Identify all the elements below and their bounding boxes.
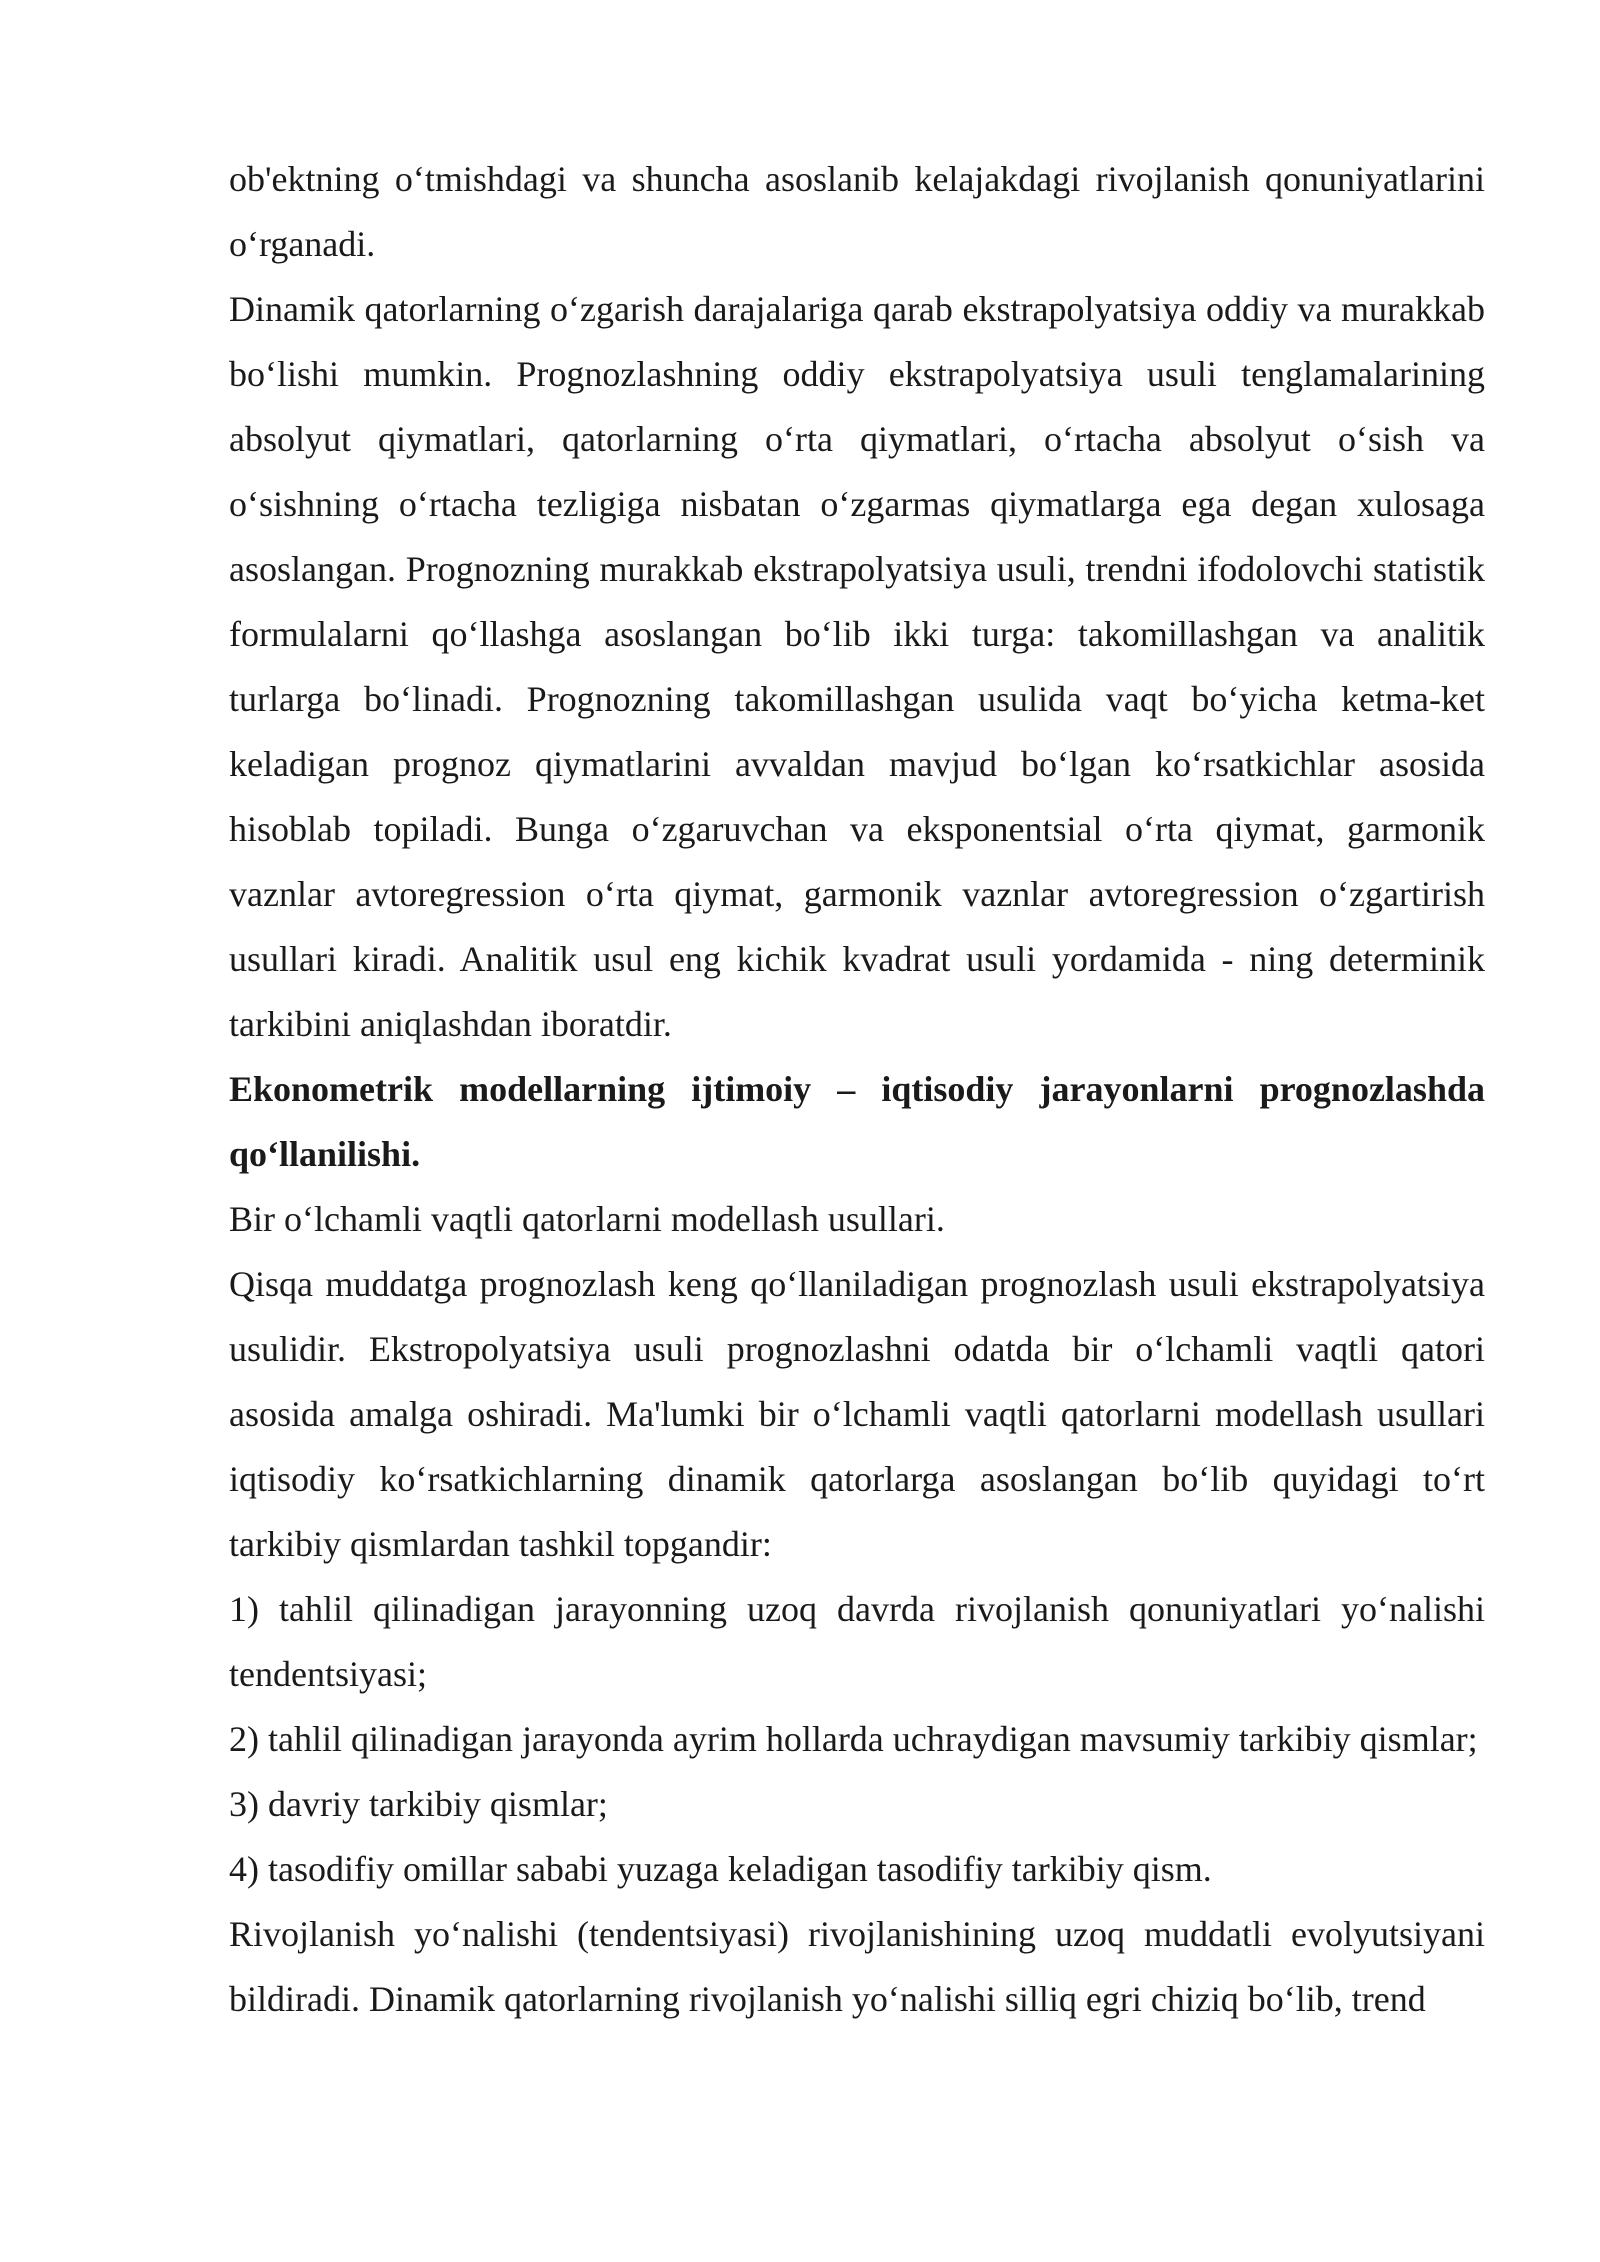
- section-heading: Ekonometrik modellarning ijtimoiy – iqtisodiy jarayonlarni prognozlashda qo‘llanilishi.: [229, 1069, 1485, 1174]
- list-item-4: 4) tasodifiy omillar sababi yuzaga keladigan tasodifiy tarkibiy qism.: [229, 1849, 1212, 1889]
- paragraph-extrapolation-methods: Dinamik qatorlarning o‘zgarish darajalariga qarab ekstrapolyatsiya oddiy va murakkab bo‘lishi mumkin. Prognozlashning oddiy ekstrapolyatsiya usuli tenglamalarining absolyut qiymatlari, qatorlarning o‘rta qiymatlari, o‘rtacha absolyut o‘sish va o‘sishning o‘rtacha tezligiga nisbatan o‘zgarmas qiymatlarga ega degan xulosaga asoslangan. Prognozning murakkab ekstrapolyatsiya usuli, trendni ifodolovchi statistik formulalarni qo‘llashga asoslangan bo‘lib ikki turga: takomillashgan va analitik turlarga bo‘linadi. Prognozning takomillashgan usulida vaqt bo‘yicha ketma-ket keladigan prognoz qiymatlarini avvaldan mavjud bo‘lgan ko‘rsatkichlar asosida hisoblab topiladi. Bunga o‘zgaruvchan va eksponentsial o‘rta qiymat, garmonik vaznlar avtoregression o‘rta qiymat, garmonik vaznlar avtoregression o‘zgartirish usullari kiradi. Analitik usul eng kichik kvadrat usuli yordamida - ning determinik tarkibini aniqlashdan iboratdir.: [229, 289, 1485, 1044]
- paragraph-trend-definition: Rivojlanish yo‘nalishi (tendentsiyasi) rivojlanishining uzoq muddatli evolyutsiyani bildiradi. Dinamik qatorlarning rivojlanish yo‘nalishi silliq egri chiziq bo‘lib, trend: [229, 1914, 1485, 2019]
- list-item-1: 1) tahlil qilinadigan jarayonning uzoq davrda rivojlanish qonuniyatlari yo‘nalishi tendentsiyasi;: [229, 1589, 1485, 1694]
- paragraph-short-term-forecasting: Qisqa muddatga prognozlash keng qo‘llaniladigan prognozlash usuli ekstrapolyatsiya usulidir. Ekstropolyatsiya usuli prognozlashni odatda bir o‘lchamli vaqtli qatori asosida amalga oshiradi. Ma'lumki bir o‘lchamli vaqtli qatorlarni modellash usullari iqtisodiy ko‘rsatkichlarning dinamik qatorlarga asoslangan bo‘lib quyidagi to‘rt tarkibiy qismlardan tashkil topgandir:: [229, 1264, 1485, 1564]
- document-page: [229, 147, 1485, 2032]
- paragraph-intro-continued: ob'ektning o‘tmishdagi va shuncha asoslanib kelajakdagi rivojlanish qonuniyatlarini o‘rganadi.: [229, 159, 1485, 264]
- subheading-univariate-models: Bir o‘lchamli vaqtli qatorlarni modellash usullari.: [229, 1199, 945, 1239]
- list-item-3: 3) davriy tarkibiy qismlar;: [229, 1784, 608, 1824]
- list-item-2: 2) tahlil qilinadigan jarayonda ayrim hollarda uchraydigan mavsumiy tarkibiy qismlar;: [229, 1719, 1478, 1759]
